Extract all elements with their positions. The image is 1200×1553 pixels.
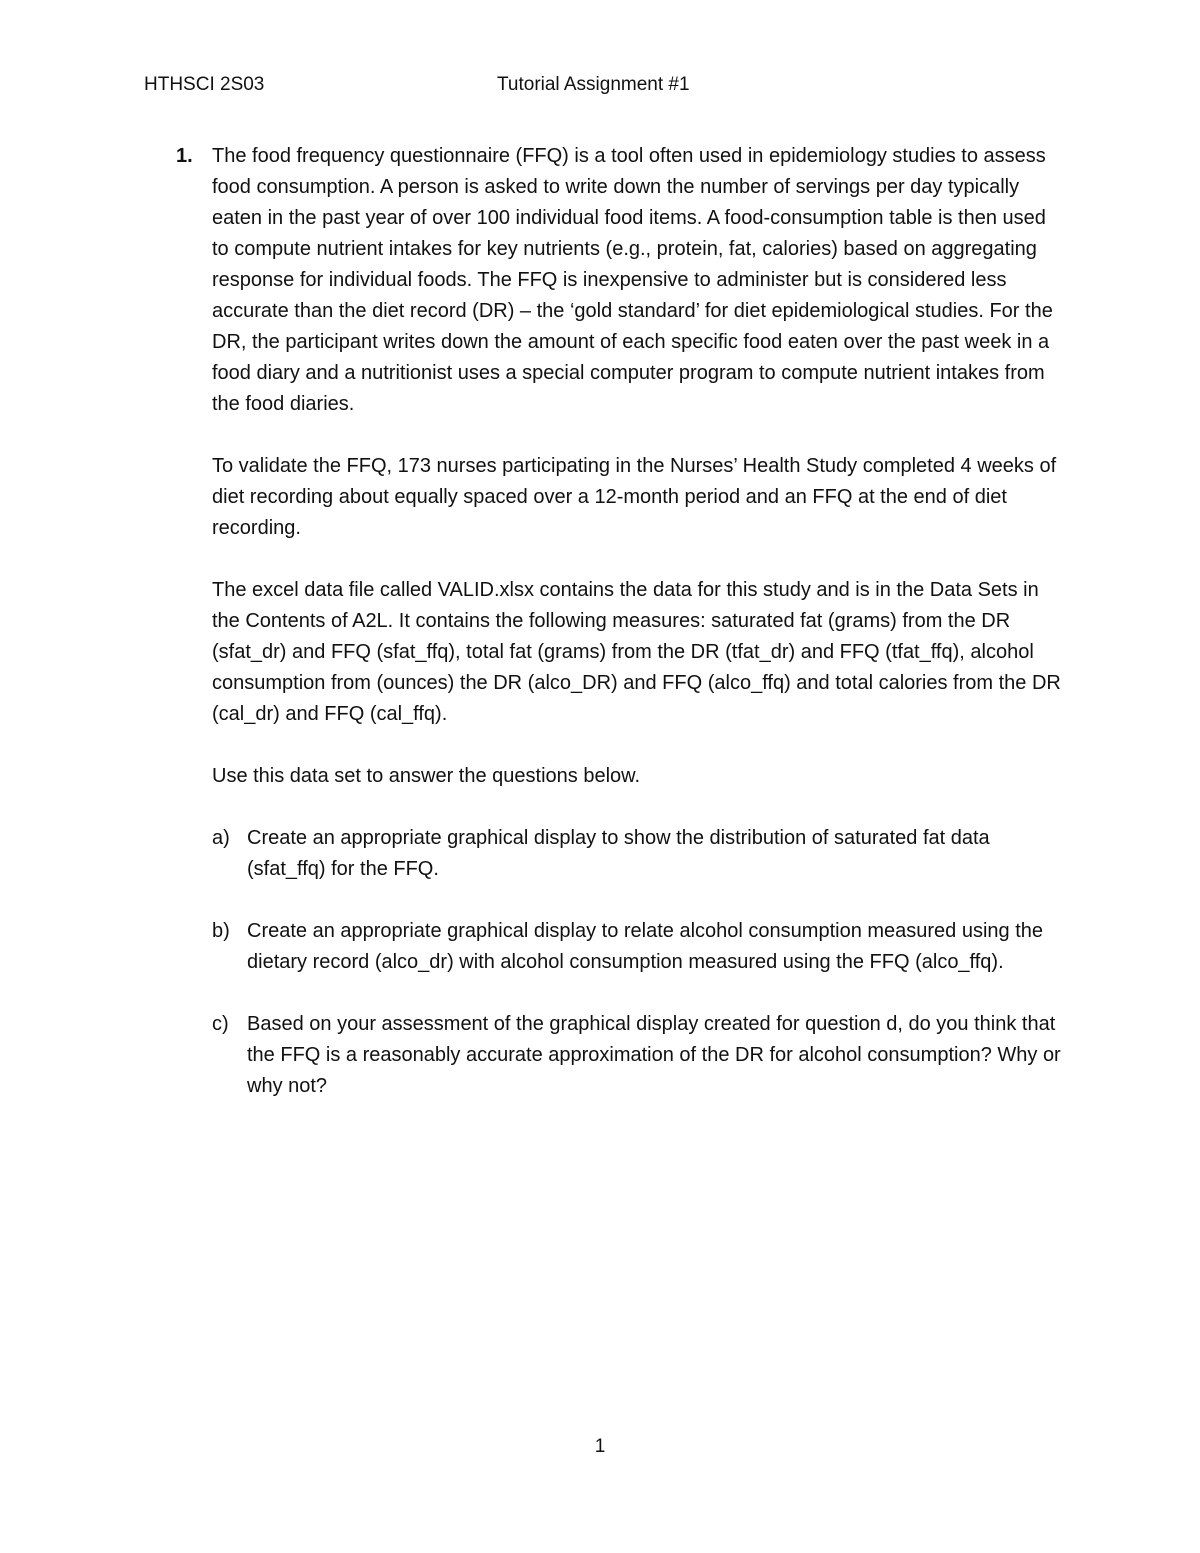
subquestion-b	[212, 916, 1066, 978]
subquestion-text: Create an appropriate graphical display to show the distribution of saturated fat data (sfat_ffq) for the FFQ.	[247, 827, 990, 880]
question-body	[212, 141, 1066, 1102]
validation-paragraph: To validate the FFQ, 173 nurses participating in the Nurses’ Health Study completed 4 weeks of diet recording about equally spaced over a 12-month period and an FFQ at the end of diet recording.	[212, 455, 1057, 539]
subquestion-marker: b)	[212, 920, 230, 942]
instruction-paragraph: Use this data set to answer the questions below.	[212, 765, 641, 787]
subquestion-text: Create an appropriate graphical display to relate alcohol consumption measured using the dietary record (alco_dr) with alcohol consumption measured using the FFQ (alco_ffq).	[247, 920, 1044, 973]
intro-paragraph: The food frequency questionnaire (FFQ) is a tool often used in epidemiology studies to assess food consumption. A person is asked to write down the number of servings per day typically eaten in the past year of over 100 individual food items. A food-consumption table is then used to compute nutrient intakes for key nutrients (e.g., protein, fat, calories) based on aggregating response for individual foods. The FFQ is inexpensive to administer but is considered less accurate than the diet record (DR) – the ‘gold standard’ for diet epidemiological studies. For the DR, the participant writes down the amount of each specific food eaten over the past week in a food diary and a nutritionist uses a special computer program to compute nutrient intakes from the food diaries.	[212, 145, 1053, 415]
question-number: 1.	[176, 145, 193, 167]
subquestion-c	[212, 1009, 1066, 1102]
subquestion-a	[212, 823, 1066, 885]
subquestion-text: Based on your assessment of the graphical display created for question d, do you think that the FFQ is a reasonably accurate approximation of the DR for alcohol consumption? Why or why not?	[247, 1013, 1061, 1097]
subquestion-marker: c)	[212, 1013, 229, 1035]
question-1	[176, 141, 1066, 1133]
header-title: Tutorial Assignment #1	[497, 74, 690, 95]
header-course-code: HTHSCI 2S03	[144, 74, 265, 95]
subquestion-marker: a)	[212, 827, 230, 849]
data-file-paragraph: The excel data file called VALID.xlsx contains the data for this study and is in the Data Sets in the Contents of A2L. It contains the following measures: saturated fat (grams) from the DR (sfat_dr) and FFQ (sfat_ffq), total fat (grams) from the DR (tfat_dr) and FFQ (tfat_ffq), alcohol consumption from (ounces) the DR (alco_DR) and FFQ (alco_ffq) and total calories from the DR (cal_dr) and FFQ (cal_ffq).	[212, 579, 1061, 725]
page-number: 1	[594, 1436, 606, 1457]
